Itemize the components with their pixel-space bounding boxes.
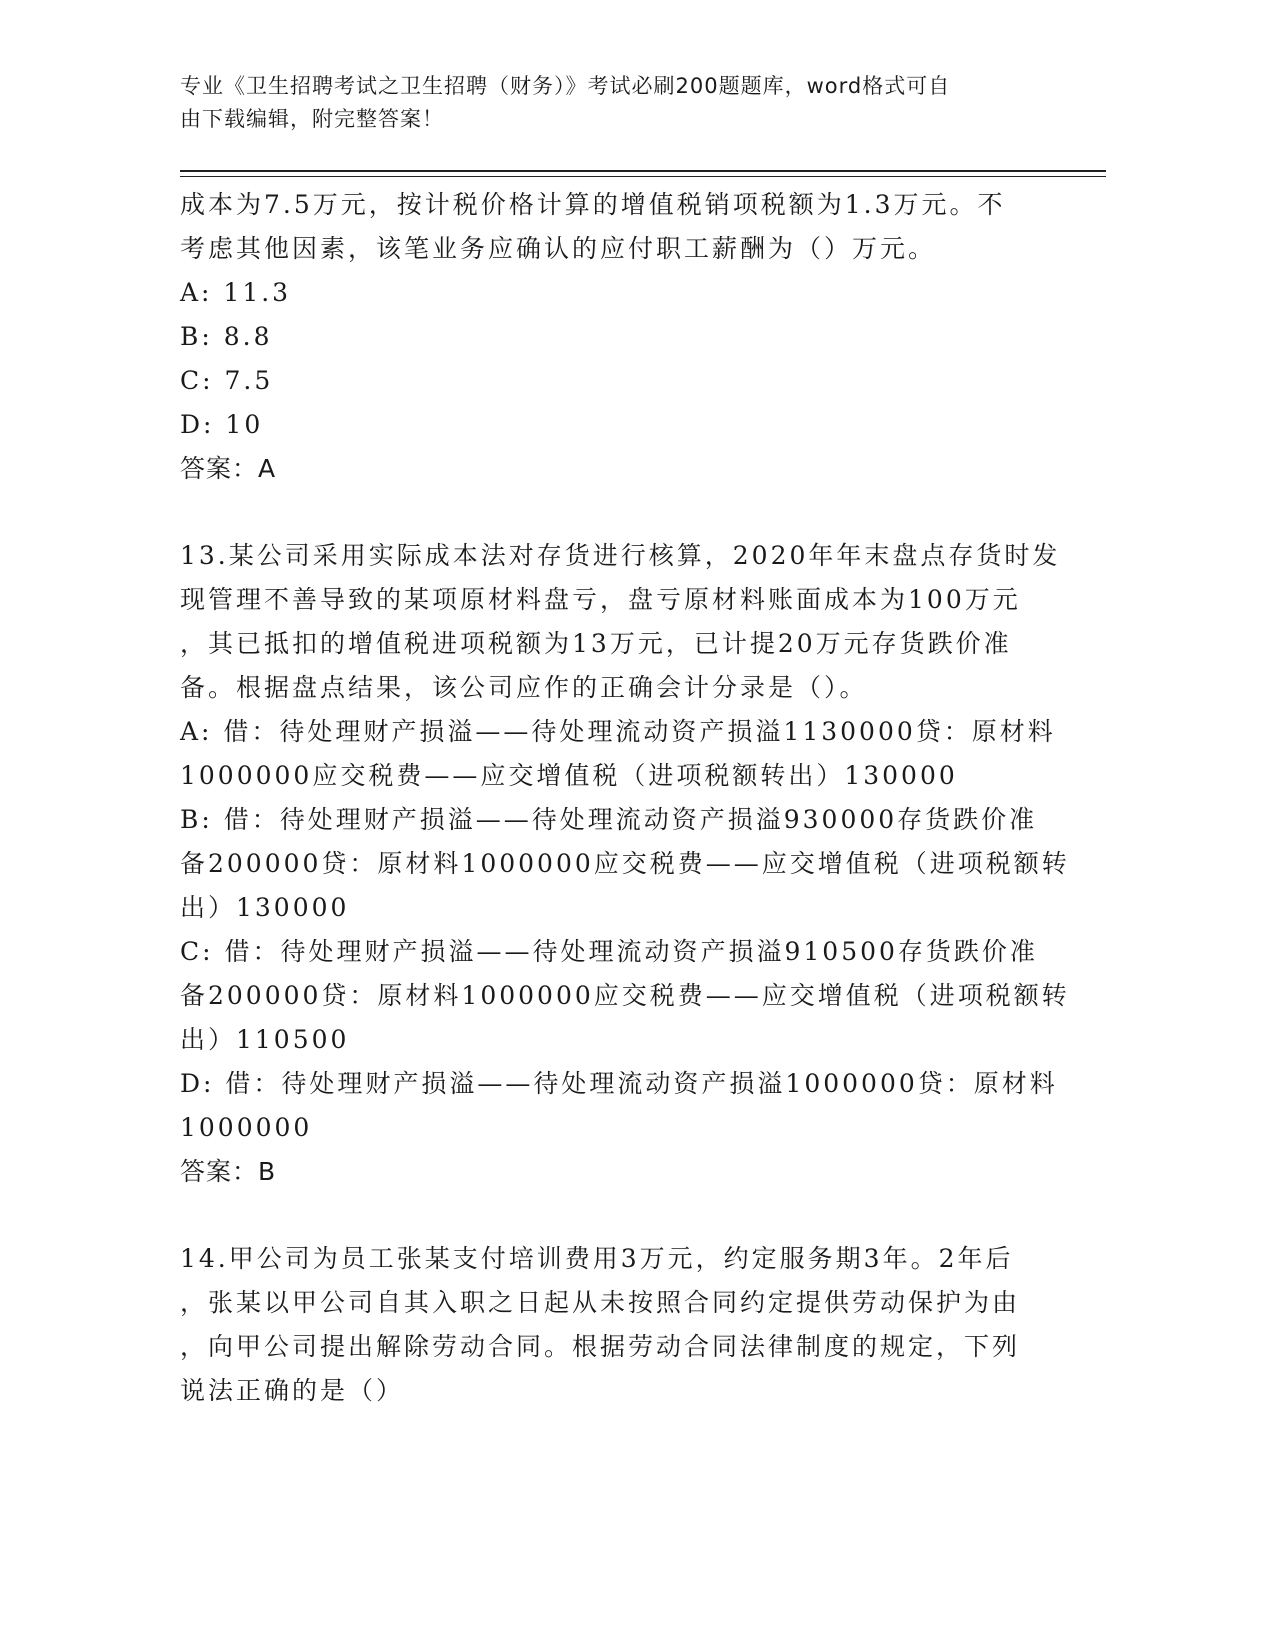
- question-spacer: [180, 1194, 1040, 1237]
- header-divider-thick: [180, 170, 1106, 172]
- question-stem-line: ，向甲公司提出解除劳动合同。根据劳动合同法律制度的规定，下列: [180, 1332, 1021, 1361]
- document-body: [180, 183, 1070, 1413]
- option-c-continued: 出）110500: [180, 1025, 350, 1054]
- header-line-2: 由下载编辑，附完整答案！: [180, 107, 444, 131]
- option-b: B: 8.8: [180, 322, 273, 351]
- question-stem-line: 成本为7.5万元，按计税价格计算的增值税销项税额为1.3万元。不: [180, 190, 1006, 219]
- header-line-1: 专业《卫生招聘考试之卫生招聘（财务）》考试必刷200题题库，word格式可自: [180, 74, 951, 98]
- option-a: A: 借：待处理财产损溢——待处理流动资产损溢1130000贷：原材料: [180, 717, 1056, 746]
- question-stem-line: 说法正确的是（）: [180, 1376, 405, 1405]
- option-b-continued: 出）130000: [180, 893, 350, 922]
- option-d: D: 10: [180, 410, 264, 439]
- question-14: [180, 1237, 1040, 1413]
- option-c: C: 借：待处理财产损溢——待处理流动资产损溢910500存货跌价准: [180, 937, 1038, 966]
- option-b-continued: 备200000贷：原材料1000000应交税费——应交增值税（进项税额转: [180, 849, 1070, 878]
- option-a: A: 11.3: [180, 278, 292, 307]
- answer-label: 答案：A: [180, 454, 277, 483]
- header-divider-thin: [180, 176, 1106, 177]
- question-stem-line: 现管理不善导致的某项原材料盘亏，盘亏原材料账面成本为100万元: [180, 585, 1021, 614]
- document-header: [180, 70, 1040, 136]
- question-spacer: [180, 491, 1040, 534]
- question-stem-line: 考虑其他因素，该笔业务应确认的应付职工薪酬为（）万元。: [180, 234, 937, 263]
- option-c-continued: 备200000贷：原材料1000000应交税费——应交增值税（进项税额转: [180, 981, 1070, 1010]
- option-a-continued: 1000000应交税费——应交增值税（进项税额转出）130000: [180, 761, 958, 790]
- option-b: B: 借：待处理财产损溢——待处理流动资产损溢930000存货跌价准: [180, 805, 1038, 834]
- question-stem-line: 14.甲公司为员工张某支付培训费用3万元，约定服务期3年。2年后: [180, 1244, 1014, 1273]
- option-c: C: 7.5: [180, 366, 274, 395]
- option-d-continued: 1000000: [180, 1113, 313, 1142]
- question-stem-line: ，张某以甲公司自其入职之日起从未按照合同约定提供劳动保护为由: [180, 1288, 1021, 1317]
- question-stem-line: 13.某公司采用实际成本法对存货进行核算，2020年年末盘点存货时发: [180, 541, 1061, 570]
- answer-label: 答案：B: [180, 1157, 277, 1186]
- question-12: [180, 183, 1040, 491]
- option-d: D: 借：待处理财产损溢——待处理流动资产损溢1000000贷：原材料: [180, 1069, 1058, 1098]
- question-13: [180, 534, 1070, 1194]
- question-stem-line: ，其已抵扣的增值税进项税额为13万元，已计提20万元存货跌价准: [180, 629, 1012, 658]
- question-stem-line: 备。根据盘点结果，该公司应作的正确会计分录是（）。: [180, 673, 868, 702]
